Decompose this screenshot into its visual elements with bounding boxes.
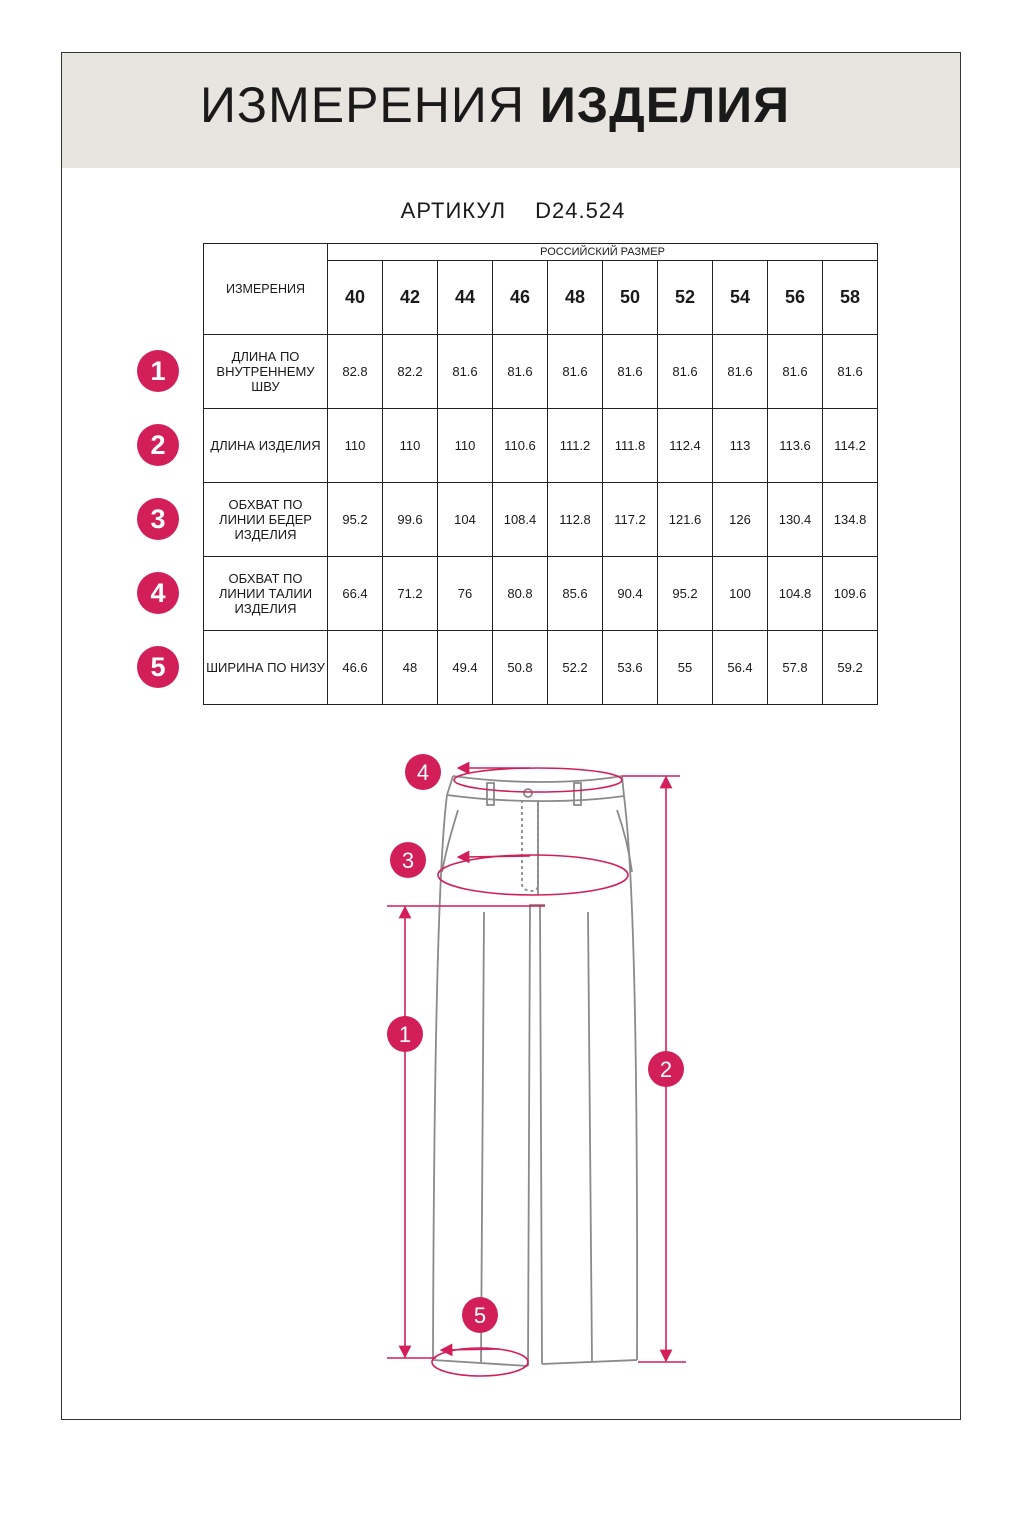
measurement-label: ОБХВАТ ПО ЛИНИИ ТАЛИИ ИЗДЕЛИЯ — [204, 557, 328, 631]
row-number-badge-3: 3 — [137, 498, 179, 540]
value-cell: 110 — [328, 409, 383, 483]
value-cell: 82.8 — [328, 335, 383, 409]
size-cell: 50 — [603, 261, 658, 335]
marker-1 — [387, 1016, 423, 1052]
hip-arrow — [463, 856, 530, 857]
value-cell: 111.8 — [603, 409, 658, 483]
hip-ellipse — [438, 855, 628, 895]
size-cell: 48 — [548, 261, 603, 335]
marker-2 — [648, 1051, 684, 1087]
value-cell: 66.4 — [328, 557, 383, 631]
measurement-label: ОБХВАТ ПО ЛИНИИ БЕДЕР ИЗДЕЛИЯ — [204, 483, 328, 557]
value-cell: 56.4 — [713, 631, 768, 705]
value-cell: 48 — [383, 631, 438, 705]
value-cell: 71.2 — [383, 557, 438, 631]
title-light: ИЗМЕРЕНИЯ — [199, 77, 525, 133]
value-cell: 81.6 — [438, 335, 493, 409]
waistband-bottom — [447, 795, 624, 801]
value-cell: 121.6 — [658, 483, 713, 557]
hem-ellipse — [432, 1348, 528, 1376]
value-cell: 126 — [713, 483, 768, 557]
svg-text:3: 3 — [401, 848, 415, 873]
row-number-badge-1: 1 — [137, 350, 179, 392]
value-cell: 95.2 — [658, 557, 713, 631]
value-cell: 90.4 — [603, 557, 658, 631]
value-cell: 55 — [658, 631, 713, 705]
article-label: АРТИКУЛ — [400, 198, 507, 223]
size-cell: 56 — [768, 261, 823, 335]
measurement-label: ДЛИНА ИЗДЕЛИЯ — [204, 409, 328, 483]
row-number-badge-4: 4 — [137, 572, 179, 614]
article-code: D24.524 — [535, 198, 626, 223]
value-cell: 111.2 — [548, 409, 603, 483]
value-cell: 100 — [713, 557, 768, 631]
value-cell: 46.6 — [328, 631, 383, 705]
value-cell: 80.8 — [493, 557, 548, 631]
value-cell: 114.2 — [823, 409, 878, 483]
value-cell: 134.8 — [823, 483, 878, 557]
marker-5 — [462, 1297, 498, 1333]
value-cell: 95.2 — [328, 483, 383, 557]
size-cell: 54 — [713, 261, 768, 335]
title-bold: ИЗДЕЛИЯ — [539, 77, 791, 133]
value-cell: 52.2 — [548, 631, 603, 705]
value-cell: 76 — [438, 557, 493, 631]
size-cell: 46 — [493, 261, 548, 335]
value-cell: 81.6 — [823, 335, 878, 409]
measurement-label: ШИРИНА ПО НИЗУ — [204, 631, 328, 705]
hem-arrow — [446, 1349, 500, 1350]
svg-text:1: 1 — [398, 1022, 412, 1047]
value-cell: 112.4 — [658, 409, 713, 483]
waistband-top — [453, 776, 622, 782]
value-cell: 113.6 — [768, 409, 823, 483]
svg-text:2: 2 — [659, 1057, 673, 1082]
svg-text:5: 5 — [473, 1303, 487, 1328]
value-cell: 104.8 — [768, 557, 823, 631]
value-cell: 110 — [438, 409, 493, 483]
value-cell: 109.6 — [823, 557, 878, 631]
size-cell: 52 — [658, 261, 713, 335]
value-cell: 104 — [438, 483, 493, 557]
row-header: ИЗМЕРЕНИЯ — [204, 244, 328, 335]
size-cell: 42 — [383, 261, 438, 335]
size-cell: 40 — [328, 261, 383, 335]
value-cell: 50.8 — [493, 631, 548, 705]
row-number-badge-5: 5 — [137, 646, 179, 688]
value-cell: 99.6 — [383, 483, 438, 557]
value-cell: 81.6 — [713, 335, 768, 409]
measurement-guides — [387, 768, 686, 1376]
row-number-badge-2: 2 — [137, 424, 179, 466]
size-cell: 44 — [438, 261, 493, 335]
value-cell: 57.8 — [768, 631, 823, 705]
value-cell: 108.4 — [493, 483, 548, 557]
group-header: РОССИЙСКИЙ РАЗМЕР — [328, 244, 878, 261]
value-cell: 81.6 — [768, 335, 823, 409]
value-cell: 81.6 — [603, 335, 658, 409]
marker-4 — [405, 754, 441, 790]
value-cell: 113 — [713, 409, 768, 483]
value-cell: 53.6 — [603, 631, 658, 705]
value-cell: 59.2 — [823, 631, 878, 705]
value-cell: 49.4 — [438, 631, 493, 705]
trousers-outline — [433, 776, 637, 1366]
value-cell: 82.2 — [383, 335, 438, 409]
value-cell: 112.8 — [548, 483, 603, 557]
value-cell: 85.6 — [548, 557, 603, 631]
value-cell: 130.4 — [768, 483, 823, 557]
measurement-label: ДЛИНА ПО ВНУТРЕННЕМУ ШВУ — [204, 335, 328, 409]
value-cell: 81.6 — [493, 335, 548, 409]
size-cell: 58 — [823, 261, 878, 335]
marker-3 — [390, 842, 426, 878]
value-cell: 117.2 — [603, 483, 658, 557]
value-cell: 81.6 — [548, 335, 603, 409]
svg-text:4: 4 — [416, 760, 430, 785]
value-cell: 110.6 — [493, 409, 548, 483]
value-cell: 110 — [383, 409, 438, 483]
value-cell: 81.6 — [658, 335, 713, 409]
